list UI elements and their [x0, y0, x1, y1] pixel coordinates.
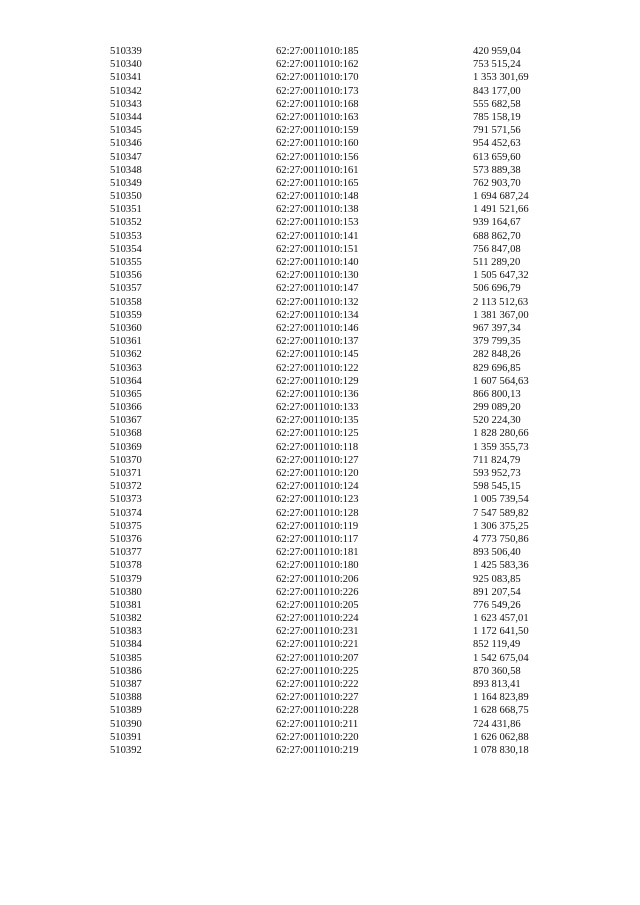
row-number: 510363 — [110, 362, 142, 374]
cadastral-value: 613 659,60 — [473, 151, 521, 163]
table-row — [110, 309, 580, 322]
cadastral-number: 62:27:0011010:118 — [276, 441, 359, 453]
cadastral-value: 1 306 375,25 — [473, 520, 529, 532]
row-number: 510349 — [110, 177, 142, 189]
table-row — [110, 58, 580, 71]
table-row — [110, 137, 580, 150]
table-row — [110, 151, 580, 164]
table-row — [110, 573, 580, 586]
cadastral-value: 506 696,79 — [473, 283, 521, 295]
table-row — [110, 71, 580, 84]
cadastral-number: 62:27:0011010:138 — [276, 204, 359, 216]
row-number: 510378 — [110, 560, 142, 572]
cadastral-value: 593 952,73 — [473, 468, 521, 479]
cadastral-value: 756 847,08 — [473, 243, 521, 255]
table-row — [110, 216, 580, 229]
table-row — [110, 652, 580, 665]
row-number: 510359 — [110, 309, 142, 321]
row-number: 510362 — [110, 349, 142, 361]
table-row — [110, 296, 580, 309]
row-number: 510391 — [110, 731, 142, 743]
cadastral-value: 1 828 280,66 — [473, 428, 529, 440]
cadastral-value: 1 381 367,00 — [473, 309, 529, 321]
cadastral-value: 1 542 675,04 — [473, 652, 529, 664]
cadastral-value: 724 431,86 — [473, 718, 521, 730]
row-number: 510377 — [110, 547, 142, 559]
row-number: 510382 — [110, 613, 142, 625]
cadastral-number: 62:27:0011010:231 — [276, 626, 359, 638]
cadastral-number: 62:27:0011010:146 — [276, 322, 359, 334]
table-row — [110, 375, 580, 388]
table-row — [110, 467, 580, 480]
cadastral-number: 62:27:0011010:147 — [276, 283, 359, 295]
cadastral-value: 852 119,49 — [473, 639, 521, 651]
cadastral-number: 62:27:0011010:119 — [276, 520, 359, 532]
table-row — [110, 256, 580, 269]
row-number: 510351 — [110, 204, 142, 216]
table-row — [110, 362, 580, 375]
cadastral-number: 62:27:0011010:128 — [276, 507, 359, 519]
cadastral-value: 7 547 589,82 — [473, 507, 529, 519]
cadastral-number: 62:27:0011010:120 — [276, 468, 359, 479]
cadastral-value: 1 353 301,69 — [473, 72, 529, 84]
cadastral-number: 62:27:0011010:145 — [276, 349, 359, 361]
cadastral-value: 939 164,67 — [473, 217, 521, 229]
cadastral-number: 62:27:0011010:123 — [276, 494, 359, 506]
cadastral-value: 520 224,30 — [473, 415, 521, 427]
table-row — [110, 691, 580, 704]
cadastral-value: 1 172 641,50 — [473, 626, 529, 638]
table-row — [110, 718, 580, 731]
table-row — [110, 586, 580, 599]
cadastral-value: 866 800,13 — [473, 388, 521, 400]
table-row — [110, 441, 580, 454]
row-number: 510376 — [110, 533, 142, 545]
table-row — [110, 282, 580, 295]
row-number: 510353 — [110, 230, 142, 242]
cadastral-value: 555 682,58 — [473, 98, 521, 110]
cadastral-number: 62:27:0011010:132 — [276, 296, 359, 308]
cadastral-value: 791 571,56 — [473, 125, 521, 137]
row-number: 510365 — [110, 388, 142, 400]
row-number: 510347 — [110, 151, 142, 163]
cadastral-number: 62:27:0011010:137 — [276, 336, 359, 348]
row-number: 510350 — [110, 191, 142, 203]
table-row — [110, 85, 580, 98]
cadastral-number: 62:27:0011010:170 — [276, 72, 359, 84]
cadastral-value: 1 005 739,54 — [473, 494, 529, 506]
cadastral-value: 4 773 750,86 — [473, 533, 529, 545]
cadastral-number: 62:27:0011010:225 — [276, 665, 359, 677]
table-row — [110, 124, 580, 137]
table-row — [110, 744, 580, 757]
cadastral-number: 62:27:0011010:163 — [276, 111, 359, 123]
table-row — [110, 45, 580, 58]
row-number: 510373 — [110, 494, 142, 506]
cadastral-number: 62:27:0011010:130 — [276, 270, 359, 282]
table-row — [110, 599, 580, 612]
cadastral-value: 573 889,38 — [473, 164, 521, 176]
cadastral-value: 2 113 512,63 — [473, 296, 529, 308]
cadastral-value: 1 623 457,01 — [473, 613, 529, 625]
cadastral-number: 62:27:0011010:222 — [276, 679, 359, 690]
cadastral-number: 62:27:0011010:156 — [276, 151, 359, 163]
cadastral-number: 62:27:0011010:205 — [276, 599, 359, 611]
cadastral-number: 62:27:0011010:135 — [276, 415, 359, 427]
cadastral-number: 62:27:0011010:148 — [276, 191, 359, 203]
cadastral-value: 1 505 647,32 — [473, 270, 529, 282]
table-row — [110, 401, 580, 414]
cadastral-value: 762 903,70 — [473, 177, 521, 189]
row-number: 510346 — [110, 138, 142, 150]
table-row — [110, 625, 580, 638]
table-row — [110, 230, 580, 243]
table-row — [110, 269, 580, 282]
cadastral-number: 62:27:0011010:180 — [276, 560, 359, 572]
row-number: 510385 — [110, 652, 142, 664]
row-number: 510381 — [110, 599, 142, 611]
table-row — [110, 111, 580, 124]
cadastral-number: 62:27:0011010:127 — [276, 454, 359, 466]
cadastral-number: 62:27:0011010:140 — [276, 257, 359, 268]
row-number: 510343 — [110, 98, 142, 110]
table-row — [110, 704, 580, 717]
cadastral-number: 62:27:0011010:173 — [276, 85, 359, 97]
row-number: 510372 — [110, 481, 142, 493]
cadastral-value: 870 360,58 — [473, 665, 521, 677]
cadastral-number: 62:27:0011010:133 — [276, 402, 359, 414]
table-row — [110, 388, 580, 401]
table-row — [110, 177, 580, 190]
row-number: 510348 — [110, 164, 142, 176]
table-row — [110, 507, 580, 520]
cadastral-number: 62:27:0011010:206 — [276, 573, 359, 585]
cadastral-value: 753 515,24 — [473, 59, 521, 71]
cadastral-value: 1 164 823,89 — [473, 692, 529, 704]
row-number: 510354 — [110, 243, 142, 255]
cadastral-number: 62:27:0011010:134 — [276, 309, 359, 321]
row-number: 510379 — [110, 573, 142, 585]
cadastral-value: 954 452,63 — [473, 138, 521, 150]
row-number: 510364 — [110, 375, 142, 387]
cadastral-number: 62:27:0011010:165 — [276, 177, 359, 189]
cadastral-value: 1 626 062,88 — [473, 731, 529, 743]
row-number: 510380 — [110, 586, 142, 598]
row-number: 510357 — [110, 283, 142, 295]
table-row — [110, 638, 580, 651]
cadastral-number: 62:27:0011010:226 — [276, 586, 359, 598]
row-number: 510384 — [110, 639, 142, 651]
table-row — [110, 335, 580, 348]
cadastral-number: 62:27:0011010:221 — [276, 639, 359, 651]
row-number: 510339 — [110, 46, 142, 57]
cadastral-number: 62:27:0011010:125 — [276, 428, 359, 440]
cadastral-number: 62:27:0011010:207 — [276, 652, 359, 664]
cadastral-value: 967 397,34 — [473, 322, 521, 334]
row-number: 510368 — [110, 428, 142, 440]
cadastral-number: 62:27:0011010:124 — [276, 481, 359, 493]
cadastral-number: 62:27:0011010:129 — [276, 375, 359, 387]
cadastral-value-table — [110, 45, 580, 757]
cadastral-number: 62:27:0011010:162 — [276, 59, 359, 71]
cadastral-value: 843 177,00 — [473, 85, 521, 97]
cadastral-number: 62:27:0011010:141 — [276, 230, 359, 242]
table-row — [110, 559, 580, 572]
row-number: 510341 — [110, 72, 142, 84]
table-row — [110, 190, 580, 203]
row-number: 510386 — [110, 665, 142, 677]
row-number: 510356 — [110, 270, 142, 282]
cadastral-value: 785 158,19 — [473, 111, 521, 123]
row-number: 510367 — [110, 415, 142, 427]
cadastral-value: 1 607 564,63 — [473, 375, 529, 387]
cadastral-number: 62:27:0011010:160 — [276, 138, 359, 150]
row-number: 510388 — [110, 692, 142, 704]
cadastral-number: 62:27:0011010:211 — [276, 718, 359, 730]
cadastral-value: 925 083,85 — [473, 573, 521, 585]
cadastral-value: 1 694 687,24 — [473, 191, 529, 203]
row-number: 510358 — [110, 296, 142, 308]
cadastral-value: 511 289,20 — [473, 257, 521, 268]
cadastral-value: 1 359 355,73 — [473, 441, 529, 453]
row-number: 510371 — [110, 468, 142, 479]
row-number: 510370 — [110, 454, 142, 466]
row-number: 510355 — [110, 257, 142, 268]
cadastral-value: 688 862,70 — [473, 230, 521, 242]
table-row — [110, 480, 580, 493]
cadastral-number: 62:27:0011010:185 — [276, 46, 359, 57]
table-row — [110, 493, 580, 506]
cadastral-value: 282 848,26 — [473, 349, 521, 361]
table-row — [110, 414, 580, 427]
table-row — [110, 164, 580, 177]
cadastral-value: 711 824,79 — [473, 454, 521, 466]
table-row — [110, 533, 580, 546]
cadastral-number: 62:27:0011010:136 — [276, 388, 359, 400]
cadastral-value: 420 959,04 — [473, 46, 521, 57]
table-row — [110, 546, 580, 559]
row-number: 510383 — [110, 626, 142, 638]
cadastral-number: 62:27:0011010:227 — [276, 692, 359, 704]
cadastral-value: 829 696,85 — [473, 362, 521, 374]
cadastral-value: 379 799,35 — [473, 336, 521, 348]
row-number: 510387 — [110, 679, 142, 690]
cadastral-number: 62:27:0011010:161 — [276, 164, 359, 176]
cadastral-number: 62:27:0011010:117 — [276, 533, 359, 545]
row-number: 510392 — [110, 744, 142, 756]
row-number: 510344 — [110, 111, 142, 123]
table-row — [110, 348, 580, 361]
cadastral-value: 893 813,41 — [473, 679, 521, 690]
row-number: 510374 — [110, 507, 142, 519]
cadastral-number: 62:27:0011010:168 — [276, 98, 359, 110]
cadastral-value: 891 207,54 — [473, 586, 521, 598]
cadastral-value: 1 628 668,75 — [473, 705, 529, 717]
cadastral-number: 62:27:0011010:219 — [276, 744, 359, 756]
row-number: 510366 — [110, 402, 142, 414]
cadastral-value: 1 425 583,36 — [473, 560, 529, 572]
cadastral-value: 1 078 830,18 — [473, 744, 529, 756]
cadastral-value: 893 506,40 — [473, 547, 521, 559]
table-row — [110, 731, 580, 744]
cadastral-number: 62:27:0011010:122 — [276, 362, 359, 374]
row-number: 510369 — [110, 441, 142, 453]
row-number: 510342 — [110, 85, 142, 97]
cadastral-number: 62:27:0011010:224 — [276, 613, 359, 625]
table-row — [110, 520, 580, 533]
cadastral-number: 62:27:0011010:159 — [276, 125, 359, 137]
row-number: 510345 — [110, 125, 142, 137]
cadastral-value: 598 545,15 — [473, 481, 521, 493]
table-row — [110, 427, 580, 440]
cadastral-number: 62:27:0011010:153 — [276, 217, 359, 229]
row-number: 510340 — [110, 59, 142, 71]
table-row — [110, 665, 580, 678]
table-row — [110, 612, 580, 625]
row-number: 510389 — [110, 705, 142, 717]
cadastral-number: 62:27:0011010:181 — [276, 547, 359, 559]
cadastral-value: 1 491 521,66 — [473, 204, 529, 216]
row-number: 510361 — [110, 336, 142, 348]
table-row — [110, 454, 580, 467]
table-row — [110, 98, 580, 111]
cadastral-value: 299 089,20 — [473, 402, 521, 414]
row-number: 510375 — [110, 520, 142, 532]
table-row — [110, 322, 580, 335]
row-number: 510390 — [110, 718, 142, 730]
table-row — [110, 243, 580, 256]
cadastral-number: 62:27:0011010:151 — [276, 243, 359, 255]
table-row — [110, 203, 580, 216]
cadastral-number: 62:27:0011010:220 — [276, 731, 359, 743]
cadastral-number: 62:27:0011010:228 — [276, 705, 359, 717]
cadastral-value: 776 549,26 — [473, 599, 521, 611]
row-number: 510360 — [110, 322, 142, 334]
row-number: 510352 — [110, 217, 142, 229]
table-row — [110, 678, 580, 691]
